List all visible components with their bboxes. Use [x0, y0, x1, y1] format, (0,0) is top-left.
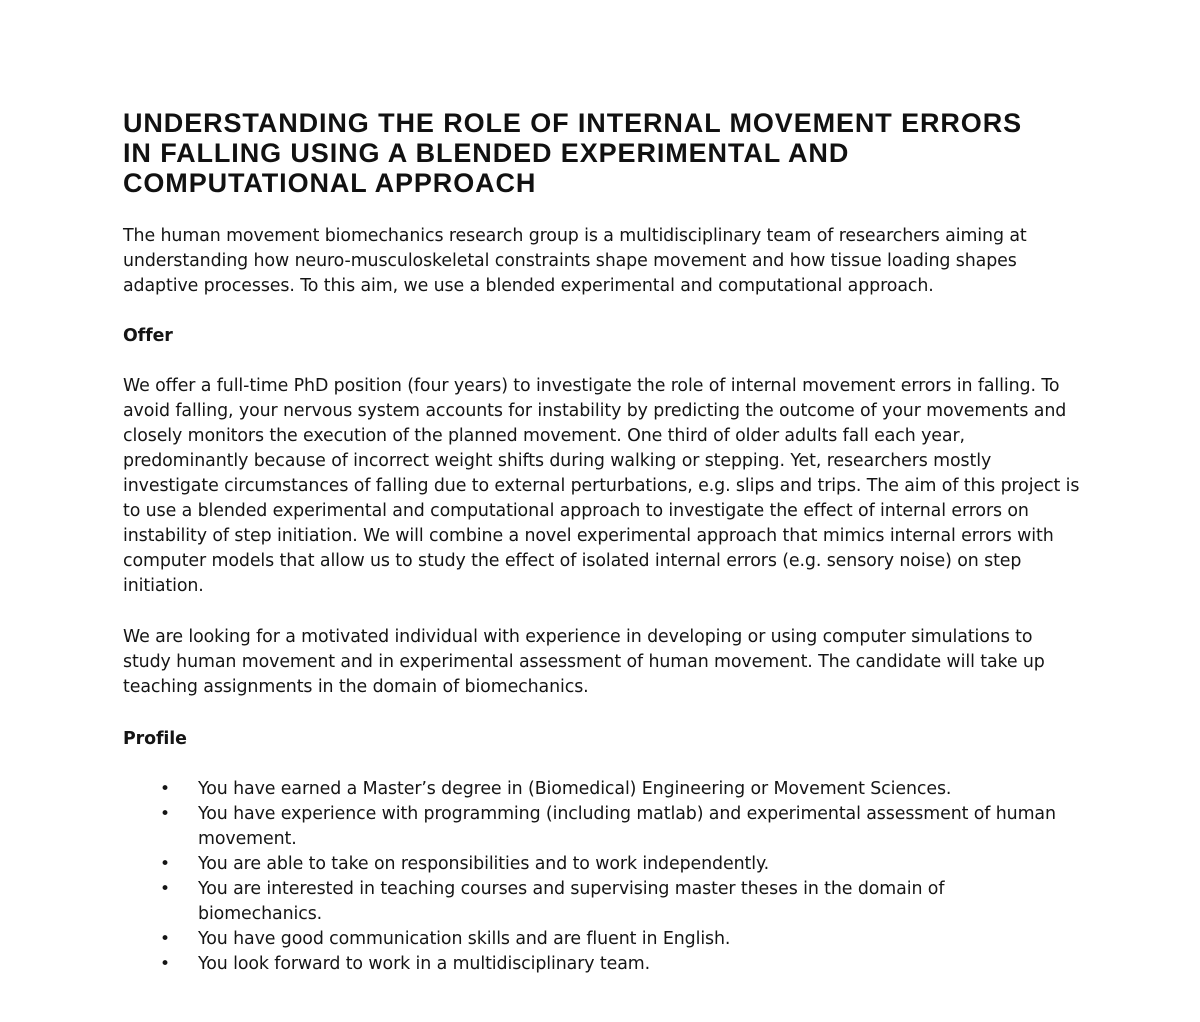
bullet-icon: • — [160, 879, 170, 899]
intro-paragraph: The human movement biomechanics research group is a multidisciplinary team of researchers aiming at understanding how neuro-musculoskeletal constraints shape movement and how tissue loading shapes adaptive processes. To this aim, we use a blended experimental and computational approach. — [123, 226, 1027, 296]
profile-list — [123, 777, 1083, 977]
list-item — [123, 777, 1058, 802]
list-item-text: You are interested in teaching courses and supervising master theses in the domain of biomechanics. — [198, 879, 945, 924]
offer-heading: Offer — [123, 326, 173, 346]
list-item-text: You have earned a Master’s degree in (Biomedical) Engineering or Movement Sciences. — [198, 779, 952, 799]
list-item-text: You are able to take on responsibilities and to work independently. — [198, 854, 770, 874]
list-item — [123, 877, 1058, 927]
list-item — [123, 927, 1058, 952]
list-item-text: You look forward to work in a multidisciplinary team. — [198, 954, 651, 974]
list-item-text: You have good communication skills and are fluent in English. — [198, 929, 731, 949]
bullet-icon: • — [160, 854, 170, 874]
bullet-icon: • — [160, 804, 170, 824]
bullet-icon: • — [160, 779, 170, 799]
document-title: UNDERSTANDING THE ROLE OF INTERNAL MOVEMENT ERRORS IN FALLING USING A BLENDED EXPERIMENTAL AND COMPUTATIONAL APPROACH — [123, 108, 1023, 198]
list-item-text: You have experience with programming (including matlab) and experimental assessment of human movement. — [198, 804, 1056, 849]
list-item — [123, 802, 1058, 852]
bullet-icon: • — [160, 954, 170, 974]
list-item — [123, 852, 1058, 877]
offer-paragraph-1: We offer a full-time PhD position (four years) to investigate the role of internal movement errors in falling. To avoid falling, your nervous system accounts for instability by predicting the outcome of your movements and closely monitors the execution of the planned movement. One third of older adults fall each year, predominantly because of incorrect weight shifts during walking or stepping. Yet, researchers mostly investigate circumstances of falling due to external perturbations, e.g. slips and trips. The aim of this project is to use a blended experimental and computational approach to investigate the effect of internal errors on instability of step initiation. We will combine a novel experimental approach that mimics internal errors with computer models that allow us to study the effect of isolated internal errors (e.g. sensory noise) on step initiation. — [123, 376, 1080, 596]
bullet-icon: • — [160, 929, 170, 949]
offer-paragraph-2: We are looking for a motivated individual with experience in developing or using computer simulations to study human movement and in experimental assessment of human movement. The candidate will take up teaching assignments in the domain of biomechanics. — [123, 627, 1045, 697]
profile-heading: Profile — [123, 729, 187, 749]
list-item — [123, 952, 1058, 977]
